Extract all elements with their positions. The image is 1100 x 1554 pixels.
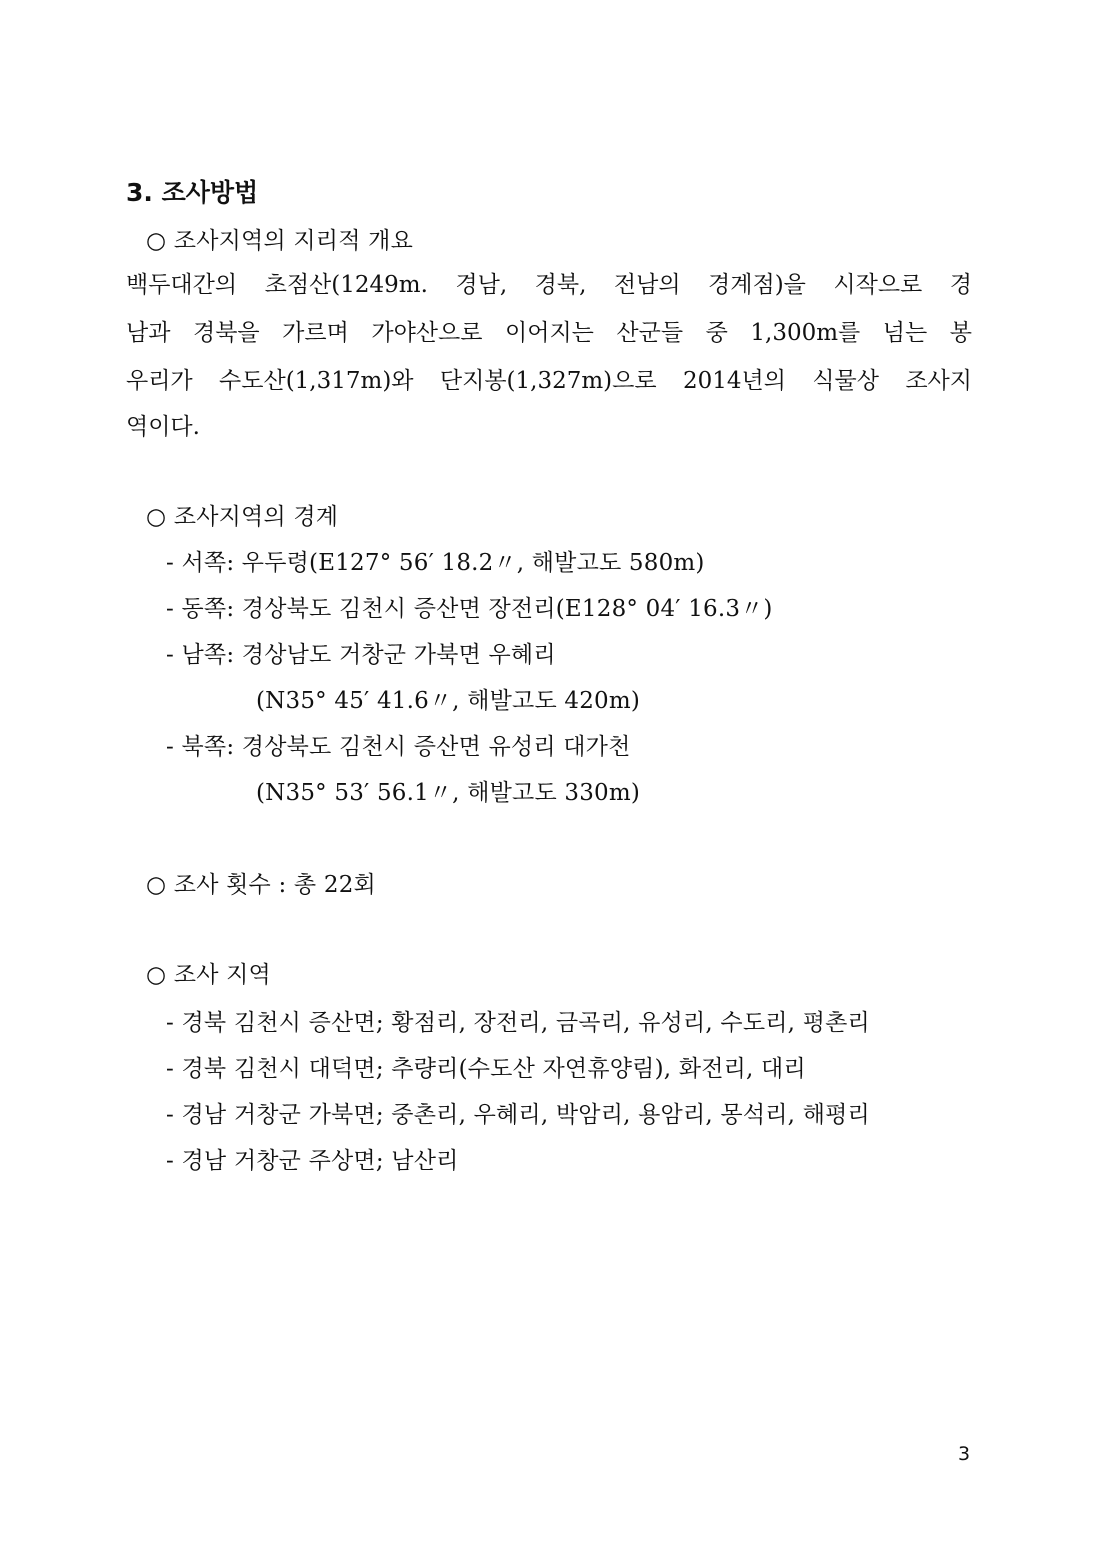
boundary-west: - 서쪽: 우두령(E127° 56′ 18.2〃, 해발고도 580m) <box>166 550 705 576</box>
page-number: 3 <box>958 1443 971 1465</box>
area-item-2: - 경북 김천시 대덕면; 추량리(수도산 자연휴양림), 화전리, 대리 <box>166 1056 806 1082</box>
survey-count: ○ 조사 횟수 : 총 22회 <box>146 872 376 898</box>
overview-title: ○ 조사지역의 지리적 개요 <box>146 228 413 254</box>
boundary-south-coordinates: (N35° 45′ 41.6〃, 해발고도 420m) <box>256 688 641 714</box>
overview-paragraph-line-1: 백두대간의 초점산(1249m. 경남, 경북, 전남의 경계점)을 시작으로 경 <box>126 272 972 298</box>
section-heading: 3. 조사방법 <box>126 178 259 207</box>
boundary-south: - 남쪽: 경상남도 거창군 가북면 우혜리 <box>166 642 556 668</box>
boundary-north: - 북쪽: 경상북도 김천시 증산면 유성리 대가천 <box>166 734 631 760</box>
area-item-1: - 경북 김천시 증산면; 황점리, 장전리, 금곡리, 유성리, 수도리, 평촌리 <box>166 1010 870 1036</box>
overview-paragraph-line-3: 우리가 수도산(1,317m)와 단지봉(1,327m)으로 2014년의 식물상 조사지 <box>126 368 972 394</box>
areas-title: ○ 조사 지역 <box>146 962 271 988</box>
boundary-north-coordinates: (N35° 53′ 56.1〃, 해발고도 330m) <box>256 780 641 806</box>
overview-paragraph-line-4: 역이다. <box>126 414 200 440</box>
boundary-east: - 동쪽: 경상북도 김천시 증산면 장전리(E128° 04′ 16.3〃) <box>166 596 773 622</box>
boundary-title: ○ 조사지역의 경계 <box>146 504 339 530</box>
area-item-4: - 경남 거창군 주상면; 남산리 <box>166 1148 459 1174</box>
area-item-3: - 경남 거창군 가북면; 중촌리, 우혜리, 박암리, 용암리, 몽석리, 해평리 <box>166 1102 870 1128</box>
overview-paragraph-line-2: 남과 경북을 가르며 가야산으로 이어지는 산군들 중 1,300m를 넘는 봉 <box>126 320 972 346</box>
